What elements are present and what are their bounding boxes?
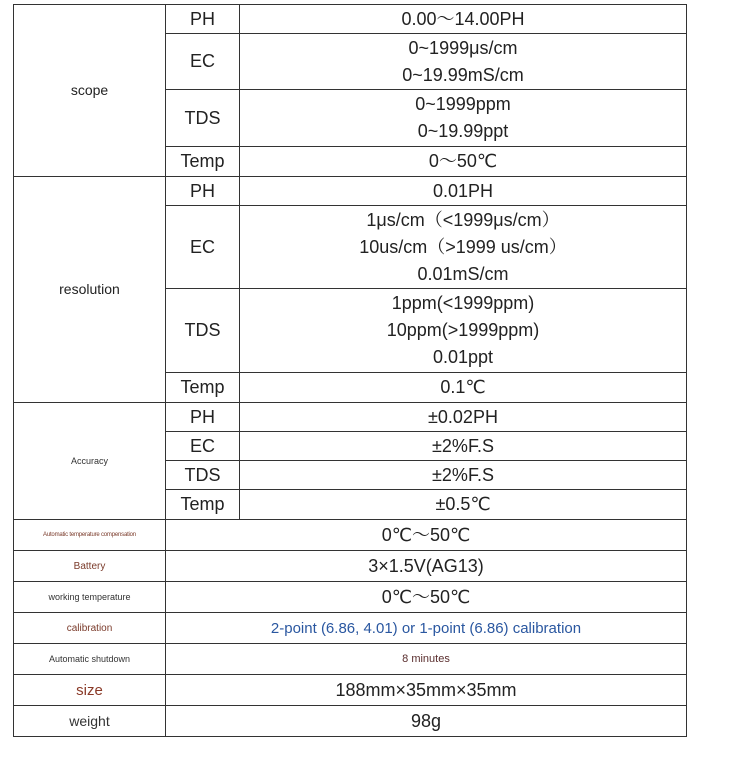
param-cell: TDS xyxy=(166,289,240,373)
battery-label: Battery xyxy=(14,551,166,582)
value-line: 1μs/cm（<1999μs/cm） xyxy=(366,209,560,230)
accuracy-label: Accuracy xyxy=(14,403,166,520)
value-cell: ±0.5℃ xyxy=(240,490,687,520)
param-cell: Temp xyxy=(166,147,240,177)
table-row xyxy=(14,520,687,551)
value-cell: 0.00～14.00PH xyxy=(240,5,687,34)
param-cell: EC xyxy=(166,432,240,461)
weight-label: weight xyxy=(14,706,166,737)
value-cell xyxy=(240,34,687,90)
value-cell: 0.01PH xyxy=(240,177,687,206)
calibration-value: 2-point (6.86, 4.01) or 1-point (6.86) calibration xyxy=(166,613,687,644)
param-cell: TDS xyxy=(166,461,240,490)
value-line: 0~19.99mS/cm xyxy=(402,64,524,85)
resolution-label: resolution xyxy=(14,177,166,403)
table-row xyxy=(14,613,687,644)
table-row xyxy=(14,706,687,737)
spec-table xyxy=(13,4,687,737)
size-label: size xyxy=(14,675,166,706)
size-value: 188mm×35mm×35mm xyxy=(166,675,687,706)
value-line: 0~1999ppm xyxy=(415,94,511,114)
value-line: 1ppm(<1999ppm) xyxy=(391,293,535,313)
value-line: 0~1999μs/cm xyxy=(408,37,518,58)
value-cell: ±2%F.S xyxy=(240,461,687,490)
table-row xyxy=(14,403,687,432)
param-cell: PH xyxy=(166,177,240,206)
working-temperature-value: 0℃～50℃ xyxy=(166,582,687,613)
value-cell: ±2%F.S xyxy=(240,432,687,461)
calibration-label: calibration xyxy=(14,613,166,644)
weight-value: 98g xyxy=(166,706,687,737)
table-row xyxy=(14,177,687,206)
value-line: 10us/cm（>1999 us/cm） xyxy=(359,236,567,257)
param-cell: PH xyxy=(166,403,240,432)
value-line: 0~19.99ppt xyxy=(417,121,509,141)
shutdown-value: 8 minutes xyxy=(166,644,687,675)
param-cell: Temp xyxy=(166,373,240,403)
shutdown-label: Automatic shutdown xyxy=(14,644,166,675)
param-cell: EC xyxy=(166,34,240,90)
param-cell: PH xyxy=(166,5,240,34)
value-cell: 0.1℃ xyxy=(240,373,687,403)
value-cell xyxy=(240,206,687,289)
battery-value: 3×1.5V(AG13) xyxy=(166,551,687,582)
value-cell xyxy=(240,90,687,147)
param-cell: EC xyxy=(166,206,240,289)
value-cell: 0～50℃ xyxy=(240,147,687,177)
value-cell: ±0.02PH xyxy=(240,403,687,432)
scope-label: scope xyxy=(14,5,166,177)
table-row xyxy=(14,551,687,582)
atc-value: 0℃～50℃ xyxy=(166,520,687,551)
table-row xyxy=(14,582,687,613)
table-row xyxy=(14,644,687,675)
value-line: 0.01ppt xyxy=(432,347,494,367)
atc-label: Automatic temperature compensation xyxy=(14,520,166,551)
value-line: 10ppm(>1999ppm) xyxy=(386,320,540,340)
param-cell: Temp xyxy=(166,490,240,520)
working-temperature-label: working temperature xyxy=(14,582,166,613)
value-line: 0.01mS/cm xyxy=(417,263,509,284)
param-cell: TDS xyxy=(166,90,240,147)
table-row xyxy=(14,675,687,706)
value-cell xyxy=(240,289,687,373)
table-row xyxy=(14,5,687,34)
